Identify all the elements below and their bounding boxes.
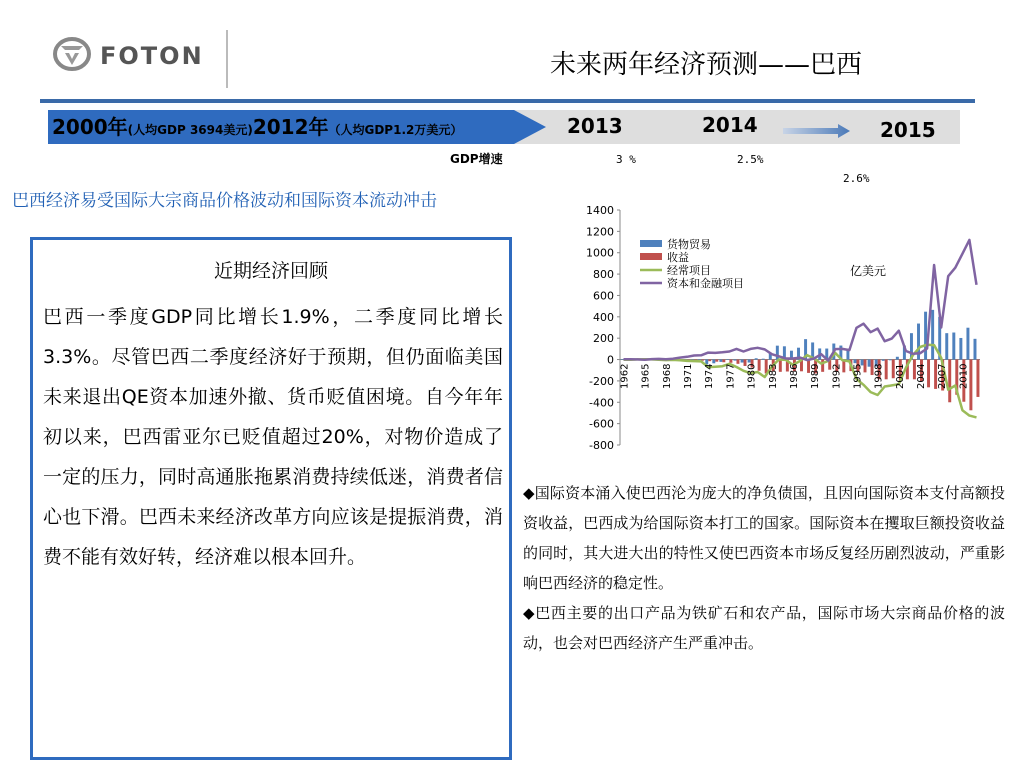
section-subtitle: 巴西经济易受国际大宗商品价格波动和国际资本流动冲击 — [12, 191, 437, 211]
legend-label: 经常项目 — [667, 264, 711, 277]
gdp-2013-value: 3 % — [616, 153, 636, 166]
chart-legend — [640, 237, 744, 290]
year-2012: 2012年 — [252, 115, 329, 139]
year-2015: 2015 — [880, 118, 936, 142]
y-tick-label: 1200 — [586, 225, 614, 239]
analysis-paragraph-1: ◆国际资本涌入使巴西沦为庞大的净负债国，且因向国际资本支付高额投资收益，巴西成为给国际资本打工的国家。国际资本在攫取巨额投资收益的同时，其大进大出的特性又使巴西资本市场反复经历剧烈波动，严重影响巴西经济的稳定性。 — [523, 484, 1005, 592]
y-tick-label: -600 — [589, 417, 614, 431]
x-tick-label: 1962 — [619, 363, 631, 389]
y-tick-label: 200 — [593, 332, 614, 346]
x-tick-label: 1998 — [873, 363, 885, 389]
gdp-2014-value: 2.5% — [737, 153, 764, 166]
legend-label: 货物贸易 — [667, 238, 711, 251]
bar-goods-trade — [952, 333, 955, 360]
chart-unit-label: 亿美元 — [850, 264, 887, 278]
x-tick-label: 1980 — [746, 363, 758, 389]
bar-goods-trade — [621, 359, 624, 360]
x-tick-label: 1977 — [725, 363, 737, 389]
y-tick-label: -800 — [589, 439, 614, 452]
analysis-paragraph-2: ◆巴西主要的出口产品为铁矿石和农产品，国际市场大宗商品价格的波动，也会对巴西经济产生严重冲击。 — [523, 604, 1005, 652]
x-tick-label: 1995 — [852, 363, 864, 389]
x-tick-label: 2010 — [958, 363, 970, 389]
legend-swatch — [640, 253, 662, 260]
y-tick-label: -200 — [589, 374, 614, 388]
y-tick-label: 800 — [593, 268, 614, 282]
x-tick-label: 1986 — [788, 363, 800, 389]
logo-wordmark: FOTON — [100, 42, 204, 70]
bar-income — [976, 360, 979, 397]
y-tick-label: 600 — [593, 289, 614, 303]
review-heading: 近期经济回顾 — [213, 260, 328, 282]
bar-goods-trade — [698, 360, 701, 361]
bar-goods-trade — [726, 359, 729, 360]
bar-goods-trade — [889, 360, 892, 361]
bar-income — [885, 360, 888, 380]
x-tick-label: 1974 — [704, 363, 716, 389]
bar-income — [948, 360, 951, 403]
bar-income — [715, 360, 718, 362]
year-2013: 2013 — [567, 114, 623, 138]
x-tick-label: 2001 — [894, 363, 906, 389]
bar-income — [864, 360, 867, 373]
y-tick-label: 1000 — [586, 246, 614, 260]
bar-goods-trade — [854, 360, 857, 364]
x-tick-label: 1989 — [810, 363, 822, 389]
bar-income — [722, 360, 725, 363]
legend-label: 资本和金融项目 — [667, 277, 744, 290]
y-tick-label: 1400 — [586, 204, 614, 217]
bar-goods-trade — [931, 310, 934, 360]
x-tick-label: 1965 — [640, 363, 652, 389]
chart-ticks — [620, 364, 970, 389]
gdp-growth-label: GDP增速 — [450, 152, 503, 166]
analysis-text — [523, 478, 1005, 658]
year-2014: 2014 — [702, 113, 758, 137]
bar-income — [736, 360, 739, 364]
year-2012-note: （人均GDP1.2万美元） — [328, 123, 463, 137]
bar-goods-trade — [882, 360, 885, 361]
header-rule — [40, 99, 975, 103]
bar-goods-trade — [896, 357, 899, 360]
y-tick-label: 0 — [607, 353, 614, 367]
bar-goods-trade — [966, 328, 969, 360]
bar-goods-trade — [719, 360, 722, 362]
bar-goods-trade — [924, 312, 927, 360]
bar-income — [729, 360, 732, 363]
x-tick-label: 1968 — [661, 363, 673, 389]
x-tick-label: 1992 — [831, 363, 843, 389]
bar-goods-trade — [974, 339, 977, 360]
bar-income — [708, 360, 711, 362]
x-tick-label: 2007 — [937, 363, 949, 389]
x-tick-label: 1983 — [767, 363, 779, 389]
y-tick-label: 400 — [593, 310, 614, 324]
x-tick-label: 1971 — [683, 363, 695, 389]
bar-goods-trade — [712, 360, 715, 364]
x-tick-label: 2004 — [916, 363, 927, 389]
bar-goods-trade — [741, 360, 744, 363]
year-2000-note: (人均GDP 3694美元) — [127, 123, 253, 137]
page-title: 未来两年经济预测——巴西 — [550, 50, 863, 80]
bar-income — [779, 360, 782, 372]
bar-goods-trade — [734, 360, 737, 361]
timeline-history-label — [52, 112, 462, 145]
bar-goods-trade — [945, 333, 948, 359]
forecast-arrow-icon — [783, 124, 850, 138]
balance-of-payments-chart — [580, 203, 1000, 458]
gdp-2015-value: 2.6% — [843, 172, 870, 185]
review-body: 巴西一季度GDP同比增长1.9%，二季度同比增长3.3%。尽管巴西二季度经济好于预期，但仍面临美国未来退出QE资本加速外撤、货币贬值困境。自今年年初以来，巴西雷亚尔已贬值超过20%，对物价造成了一定的压力，同时高通胀拖累消费持续低迷，消费者信心也下滑。巴西未来经济改革方向应该是提振消费，消费不能有效好转，经济难以根本回升。 — [43, 306, 503, 568]
bar-income — [969, 360, 972, 411]
legend-swatch — [640, 240, 662, 247]
bar-goods-trade — [748, 360, 751, 363]
y-tick-label: -400 — [589, 396, 614, 410]
legend-label: 收益 — [667, 251, 689, 264]
year-2000: 2000年 — [52, 115, 128, 139]
bar-goods-trade — [755, 358, 758, 359]
bar-goods-trade — [762, 359, 765, 360]
bar-goods-trade — [868, 360, 871, 367]
bar-goods-trade — [959, 338, 962, 360]
foton-logo-icon — [52, 34, 92, 74]
bar-income — [758, 360, 761, 371]
header-divider — [226, 30, 228, 88]
bar-income — [927, 360, 930, 388]
